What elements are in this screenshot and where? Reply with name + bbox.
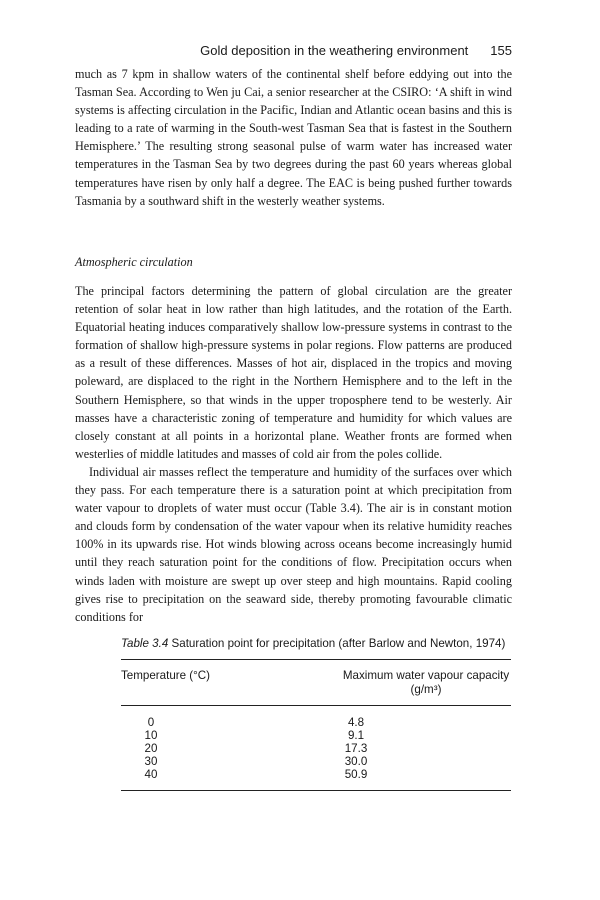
cell-capacity: 50.9 <box>344 768 368 781</box>
cell-temperature: 40 <box>144 768 158 781</box>
table-row <box>121 755 511 768</box>
table-caption <box>121 637 511 651</box>
column-header-temperature: Temperature (°C) <box>121 669 211 682</box>
running-head <box>200 43 512 58</box>
cell-temperature: 10 <box>144 729 158 742</box>
column-header-capacity-unit: (g/m³) <box>410 683 442 696</box>
table-label: Table 3.4 <box>121 637 169 650</box>
paragraph: much as 7 kpm in shallow waters of the continental shelf before eddying out into the Tasman Sea. According to Wen ju Cai, a senior researcher at the CSIRO: ‘A shift in wind systems is affecting circulation in the Pacific, Indian and Atlantic ocean basins and this is leading to a rate of warming in the South-west Tasman Sea that is fastest in the Southern Hemisphere.’ The resulting strong seasonal pulse of warm water has increased water temperatures in the Tasman Sea by two degrees during the past 60 years whereas global temperatures have risen by only half a degree. The EAC is being pushed further towards Tasmania by a southward shift in the westerly weather systems. <box>75 67 512 208</box>
cell-temperature: 0 <box>147 716 155 729</box>
table-row <box>121 716 511 729</box>
section-heading: Atmospheric circulation <box>75 255 193 269</box>
table-header-row <box>121 660 511 705</box>
cell-temperature: 20 <box>144 742 158 755</box>
column-header-capacity-line1: Maximum water vapour capacity <box>342 669 510 682</box>
table-bottom-rule <box>121 790 511 791</box>
cell-temperature: 30 <box>144 755 158 768</box>
table-row <box>121 729 511 742</box>
cell-capacity: 30.0 <box>344 755 368 768</box>
table-row <box>121 768 511 781</box>
cell-capacity: 4.8 <box>347 716 365 729</box>
body-section-2 <box>75 282 512 626</box>
data-table <box>121 637 511 791</box>
table-caption-text: Saturation point for precipitation (after Barlow and Newton, 1974) <box>171 637 506 650</box>
paragraph: Individual air masses reflect the temperature and humidity of the surfaces over which they pass. For each temperature there is a saturation point at which precipitation from water vapour to droplets of water must occur (Table 3.4). The air is in constant motion and clouds form by condensation of the water vapour when its relative humidity reaches 100% in its upwards rise. Hot winds blowing across oceans become increasingly humid until they reach saturation point for the conditions of flow. Precipitation occurs when winds laden with moisture are swept up over steep and high mountains. Rapid cooling gives rise to precipitation on the seaward side, thereby promoting favourable climatic conditions for <box>75 464 512 624</box>
table-body <box>121 706 511 790</box>
paragraph: The principal factors determining the pattern of global circulation are the greater retention of solar heat in low rather than high latitudes, and the rotation of the Earth. Equatorial heating induces comparatively shallow low-pressure systems in contrast to the formation of shallow high-pressure systems in polar regions. Flow patterns are produced as a result of these differences. Masses of hot air, displaced in the tropics and moving poleward, are displaced to the right in the Northern Hemisphere and to the left in the Southern Hemisphere, so that winds in the upper troposphere tend to be westerly. Air masses have a characteristic zoning of temperature and humidity for which values are closely constant at all points in a horizontal plane. Weather fronts are formed when westerlies of middle latitudes and masses of cold air from the poles collide. <box>75 284 512 461</box>
running-head-title: Gold deposition in the weathering environment <box>200 43 469 58</box>
body-section-1 <box>75 65 512 210</box>
page-number: 155 <box>490 43 512 58</box>
column-header-capacity <box>321 669 511 697</box>
table-row <box>121 742 511 755</box>
cell-capacity: 9.1 <box>347 729 365 742</box>
cell-capacity: 17.3 <box>344 742 368 755</box>
